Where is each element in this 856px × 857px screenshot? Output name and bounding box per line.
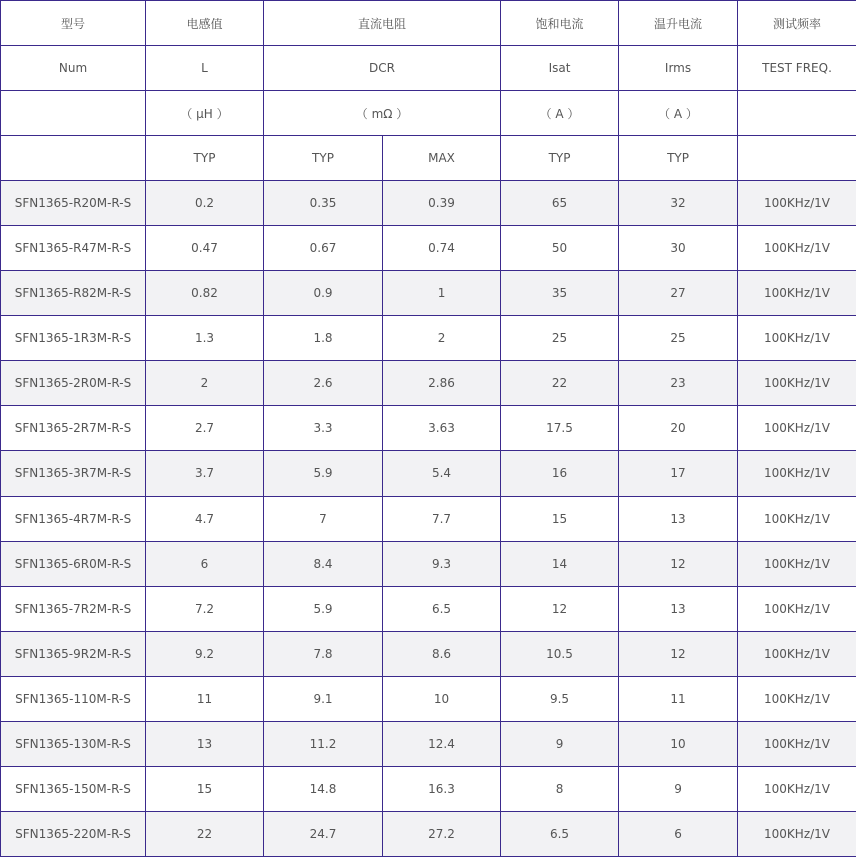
cell-dcr-typ: 14.8 xyxy=(264,766,383,811)
cell-isat-typ: 6.5 xyxy=(501,811,619,856)
cell-irms-typ: 6 xyxy=(619,811,738,856)
cell-irms-typ: 23 xyxy=(619,361,738,406)
table-row xyxy=(1,451,856,496)
cell-test-frequency: 100KHz/1V xyxy=(738,721,856,766)
cell-test-frequency: 100KHz/1V xyxy=(738,226,856,271)
cell-part-number: SFN1365-4R7M-R-S xyxy=(1,496,146,541)
header-inductance-typ: TYP xyxy=(146,136,264,181)
cell-test-frequency: 100KHz/1V xyxy=(738,361,856,406)
cell-part-number: SFN1365-2R0M-R-S xyxy=(1,361,146,406)
table-row xyxy=(1,406,856,451)
cell-dcr-typ: 5.9 xyxy=(264,451,383,496)
header-row-labels-cn xyxy=(1,1,856,46)
header-isat-cn: 饱和电流 xyxy=(501,1,619,46)
cell-dcr-typ: 3.3 xyxy=(264,406,383,451)
header-row-typ-max xyxy=(1,136,856,181)
cell-part-number: SFN1365-R47M-R-S xyxy=(1,226,146,271)
header-model-blank xyxy=(1,136,146,181)
cell-part-number: SFN1365-220M-R-S xyxy=(1,811,146,856)
header-inductance-cn: 电感值 xyxy=(146,1,264,46)
cell-test-frequency: 100KHz/1V xyxy=(738,586,856,631)
table-row xyxy=(1,766,856,811)
header-inductance-unit: （ μH ） xyxy=(146,91,264,136)
cell-dcr-typ: 8.4 xyxy=(264,541,383,586)
cell-dcr-typ: 0.67 xyxy=(264,226,383,271)
cell-irms-typ: 30 xyxy=(619,226,738,271)
header-model-en: Num xyxy=(1,46,146,91)
cell-dcr-max: 2.86 xyxy=(383,361,501,406)
header-irms-typ: TYP xyxy=(619,136,738,181)
cell-isat-typ: 22 xyxy=(501,361,619,406)
cell-irms-typ: 10 xyxy=(619,721,738,766)
cell-dcr-max: 7.7 xyxy=(383,496,501,541)
cell-test-frequency: 100KHz/1V xyxy=(738,451,856,496)
cell-dcr-max: 27.2 xyxy=(383,811,501,856)
cell-test-frequency: 100KHz/1V xyxy=(738,631,856,676)
header-irms-unit: （ A ） xyxy=(619,91,738,136)
cell-inductance-typ: 3.7 xyxy=(146,451,264,496)
cell-dcr-max: 10 xyxy=(383,676,501,721)
cell-dcr-max: 12.4 xyxy=(383,721,501,766)
cell-dcr-typ: 2.6 xyxy=(264,361,383,406)
cell-test-frequency: 100KHz/1V xyxy=(738,406,856,451)
cell-irms-typ: 25 xyxy=(619,316,738,361)
header-dcr-typ: TYP xyxy=(264,136,383,181)
cell-dcr-max: 0.39 xyxy=(383,181,501,226)
cell-test-frequency: 100KHz/1V xyxy=(738,271,856,316)
cell-isat-typ: 25 xyxy=(501,316,619,361)
cell-inductance-typ: 15 xyxy=(146,766,264,811)
cell-part-number: SFN1365-110M-R-S xyxy=(1,676,146,721)
cell-isat-typ: 8 xyxy=(501,766,619,811)
cell-inductance-typ: 4.7 xyxy=(146,496,264,541)
cell-isat-typ: 12 xyxy=(501,586,619,631)
cell-dcr-typ: 0.9 xyxy=(264,271,383,316)
cell-irms-typ: 13 xyxy=(619,586,738,631)
cell-dcr-typ: 11.2 xyxy=(264,721,383,766)
header-model-unit xyxy=(1,91,146,136)
cell-dcr-typ: 5.9 xyxy=(264,586,383,631)
cell-dcr-max: 16.3 xyxy=(383,766,501,811)
header-dcr-unit: （ mΩ ） xyxy=(264,91,501,136)
cell-isat-typ: 10.5 xyxy=(501,631,619,676)
cell-dcr-max: 1 xyxy=(383,271,501,316)
cell-irms-typ: 20 xyxy=(619,406,738,451)
cell-part-number: SFN1365-1R3M-R-S xyxy=(1,316,146,361)
cell-test-frequency: 100KHz/1V xyxy=(738,676,856,721)
cell-dcr-typ: 24.7 xyxy=(264,811,383,856)
cell-part-number: SFN1365-150M-R-S xyxy=(1,766,146,811)
cell-dcr-max: 2 xyxy=(383,316,501,361)
cell-dcr-max: 9.3 xyxy=(383,541,501,586)
header-row-labels-en xyxy=(1,46,856,91)
cell-dcr-typ: 1.8 xyxy=(264,316,383,361)
table-row xyxy=(1,586,856,631)
table-row xyxy=(1,496,856,541)
table-row xyxy=(1,676,856,721)
cell-dcr-typ: 7.8 xyxy=(264,631,383,676)
cell-irms-typ: 12 xyxy=(619,541,738,586)
header-freq-unit xyxy=(738,91,856,136)
table-row xyxy=(1,361,856,406)
cell-irms-typ: 11 xyxy=(619,676,738,721)
table-row xyxy=(1,271,856,316)
table-row xyxy=(1,811,856,856)
cell-part-number: SFN1365-7R2M-R-S xyxy=(1,586,146,631)
header-freq-cn: 测试频率 xyxy=(738,1,856,46)
cell-inductance-typ: 0.82 xyxy=(146,271,264,316)
cell-inductance-typ: 2.7 xyxy=(146,406,264,451)
cell-isat-typ: 65 xyxy=(501,181,619,226)
cell-dcr-typ: 9.1 xyxy=(264,676,383,721)
header-irms-en: Irms xyxy=(619,46,738,91)
cell-inductance-typ: 7.2 xyxy=(146,586,264,631)
table-row xyxy=(1,541,856,586)
cell-test-frequency: 100KHz/1V xyxy=(738,811,856,856)
header-row-units xyxy=(1,91,856,136)
cell-dcr-max: 3.63 xyxy=(383,406,501,451)
cell-part-number: SFN1365-9R2M-R-S xyxy=(1,631,146,676)
cell-dcr-max: 0.74 xyxy=(383,226,501,271)
cell-inductance-typ: 2 xyxy=(146,361,264,406)
cell-part-number: SFN1365-2R7M-R-S xyxy=(1,406,146,451)
header-isat-en: Isat xyxy=(501,46,619,91)
header-isat-typ: TYP xyxy=(501,136,619,181)
cell-irms-typ: 27 xyxy=(619,271,738,316)
cell-dcr-typ: 7 xyxy=(264,496,383,541)
cell-part-number: SFN1365-R82M-R-S xyxy=(1,271,146,316)
header-irms-cn: 温升电流 xyxy=(619,1,738,46)
cell-test-frequency: 100KHz/1V xyxy=(738,496,856,541)
cell-inductance-typ: 6 xyxy=(146,541,264,586)
cell-inductance-typ: 0.47 xyxy=(146,226,264,271)
cell-part-number: SFN1365-6R0M-R-S xyxy=(1,541,146,586)
cell-inductance-typ: 9.2 xyxy=(146,631,264,676)
cell-test-frequency: 100KHz/1V xyxy=(738,766,856,811)
cell-isat-typ: 9.5 xyxy=(501,676,619,721)
header-isat-unit: （ A ） xyxy=(501,91,619,136)
table-row xyxy=(1,631,856,676)
cell-inductance-typ: 11 xyxy=(146,676,264,721)
cell-inductance-typ: 13 xyxy=(146,721,264,766)
header-model-cn: 型号 xyxy=(1,1,146,46)
header-dcr-cn: 直流电阻 xyxy=(264,1,501,46)
header-dcr-max: MAX xyxy=(383,136,501,181)
cell-test-frequency: 100KHz/1V xyxy=(738,316,856,361)
header-inductance-en: L xyxy=(146,46,264,91)
cell-test-frequency: 100KHz/1V xyxy=(738,181,856,226)
cell-irms-typ: 9 xyxy=(619,766,738,811)
cell-isat-typ: 9 xyxy=(501,721,619,766)
cell-part-number: SFN1365-R20M-R-S xyxy=(1,181,146,226)
cell-irms-typ: 32 xyxy=(619,181,738,226)
header-freq-en: TEST FREQ. xyxy=(738,46,856,91)
cell-irms-typ: 17 xyxy=(619,451,738,496)
cell-dcr-max: 5.4 xyxy=(383,451,501,496)
table-row xyxy=(1,721,856,766)
cell-isat-typ: 16 xyxy=(501,451,619,496)
cell-inductance-typ: 1.3 xyxy=(146,316,264,361)
table-row xyxy=(1,226,856,271)
cell-isat-typ: 35 xyxy=(501,271,619,316)
cell-isat-typ: 14 xyxy=(501,541,619,586)
cell-irms-typ: 12 xyxy=(619,631,738,676)
cell-part-number: SFN1365-130M-R-S xyxy=(1,721,146,766)
cell-test-frequency: 100KHz/1V xyxy=(738,541,856,586)
table-row xyxy=(1,316,856,361)
cell-inductance-typ: 0.2 xyxy=(146,181,264,226)
cell-isat-typ: 15 xyxy=(501,496,619,541)
header-freq-blank xyxy=(738,136,856,181)
cell-irms-typ: 13 xyxy=(619,496,738,541)
cell-dcr-typ: 0.35 xyxy=(264,181,383,226)
cell-isat-typ: 17.5 xyxy=(501,406,619,451)
cell-isat-typ: 50 xyxy=(501,226,619,271)
header-dcr-en: DCR xyxy=(264,46,501,91)
cell-inductance-typ: 22 xyxy=(146,811,264,856)
table-row xyxy=(1,181,856,226)
cell-part-number: SFN1365-3R7M-R-S xyxy=(1,451,146,496)
cell-dcr-max: 6.5 xyxy=(383,586,501,631)
cell-dcr-max: 8.6 xyxy=(383,631,501,676)
